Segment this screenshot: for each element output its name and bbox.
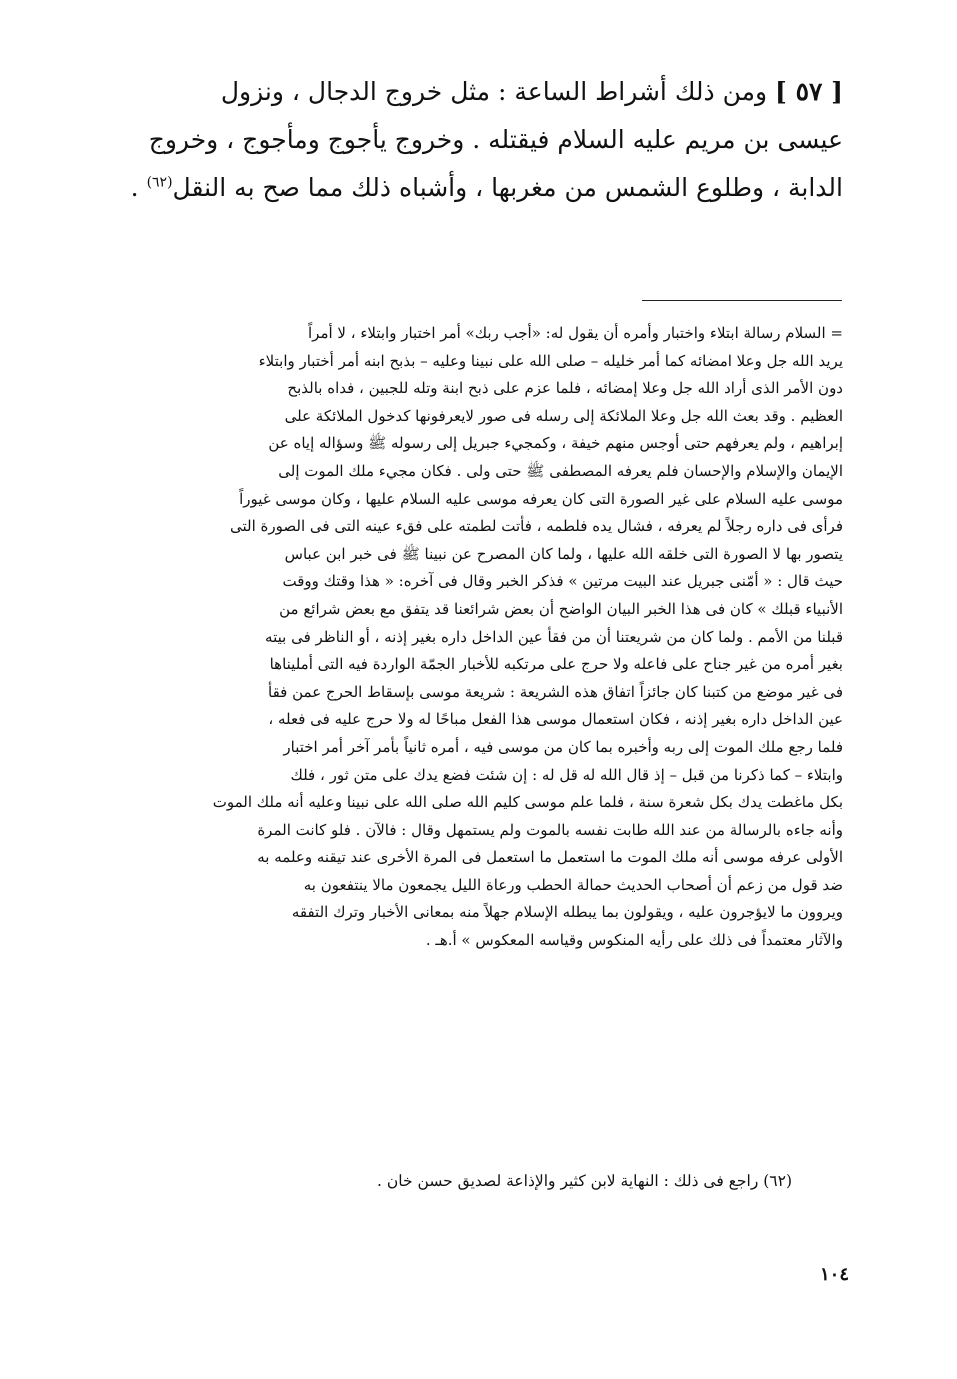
main-line-end: . [130, 173, 147, 202]
footnote-line: إبراهيم ، ولم يعرفهم حتى أوجس منهم خيفة ، وكمجيء جبريل إلى رسوله ﷺ وسؤاله إياه عن [268, 434, 843, 453]
main-line-text: الدابة ، وطلوع الشمس من مغربها ، وأشباه ذلك مما صح به النقل [172, 173, 843, 202]
footnote-divider [642, 300, 842, 301]
main-paragraph [118, 68, 843, 212]
footnote-line: فى غير موضع من كتبنا كان جائزاً اتفاق هذه الشريعة : شريعة موسى بإسقاط الحرج عمن فقأ [268, 682, 843, 701]
footnote-line: الإيمان والإسلام والإحسان فلم يعرفه المصطفى ﷺ حتى ولى . فكان مجيء ملك الموت إلى [278, 461, 843, 480]
footnote-line: قبلنا من الأمم . ولما كان من شريعتنا أن من فقأ عين الداخل داره بغير إذنه ، أو الناظر فى بيته [265, 627, 843, 646]
main-line [118, 68, 843, 116]
section-number: [ ٥٧ ] [775, 77, 843, 106]
footnote-line: وابتلاء – كما ذكرنا من قبل – إذ قال الله له قل له : إن شئت فضع يدك على متن ثور ، فلك [290, 765, 843, 784]
footnote-line: الأنبياء قبلك » كان فى هذا الخبر البيان الواضح أن بعض شرائعنا قد يتفق مع بعض شرائع من [279, 599, 843, 618]
main-line [118, 164, 843, 212]
footnote-line: فلما رجع ملك الموت إلى ربه وأخبره بما كان من موسى فيه ، أمره ثانياً بأمر آخر أمر اختبار [283, 737, 843, 756]
footnote-line: العظيم . وقد بعث الله جل وعلا الملائكة إلى رسله فى صور لايعرفونها كدخول الملائكة على [284, 406, 843, 425]
main-line: عيسى بن مريم عليه السلام فيقتله . وخروج يأجوج ومأجوج ، وخروج [148, 125, 843, 154]
footnote-marker: (٦٢) [146, 174, 173, 191]
footnote-line: ويروون ما لايؤجرون عليه ، ويقولون بما يبطله الإسلام جهلاً منه بمعانى الأخبار وترك التفقه [291, 903, 843, 922]
footnote-line: دون الأمر الذى أراد الله جل وعلا إمضائه ، فلما عزم على ذبح ابنة وتله للجبين ، فداه بالذبح [287, 379, 843, 398]
footnote-line: ضد قول من زعم أن أصحاب الحديث حمالة الحطب ورعاة الليل يجمعون مالا ينتفعون به [303, 875, 843, 894]
footnote-line: يريد الله جل وعلا امضائه كما أمر خليله – صلى الله على نبينا وعليه – بذبح ابنه أمر أختبار وابتلاء [258, 351, 843, 370]
footnote-line: بغير أمره من غير جناح على فاعله ولا حرج على مرتكبه للأخبار الجمّة الواردة فيه التى أمليناها [269, 655, 843, 674]
main-line-text: ومن ذلك أشراط الساعة : مثل خروج الدجال ، ونزول [220, 77, 768, 106]
footnote-line: الأولى عرفه موسى أنه ملك الموت ما استعمل ما استعمل فى المرة الأخرى عند تيقنه وعلمه به [257, 848, 843, 867]
footnote-block [118, 320, 843, 955]
footnote-line: موسى عليه السلام على غير الصورة التى كان يعرفه موسى عليه السلام عليها ، وكان موسى غيوراً [239, 489, 843, 508]
reference-note: (٦٢) راجع فى ذلك : النهاية لابن كثير والإذاعة لصديق حسن خان . [377, 1172, 792, 1190]
footnote-line: وأنه جاءه بالرسالة من عند الله طابت نفسه بالموت ولم يستمهل وقال : فالآن . فلو كانت المرة [257, 820, 843, 839]
footnote-line: حيث قال : « أمّنى جبريل عند البيت مرتين » فذكر الخبر وقال فى آخره: « هذا وقتك ووقت [282, 572, 843, 591]
footnote-line: = السلام رسالة ابتلاء واختبار وأمره أن يقول له: «أجب ربك» أمر اختبار وابتلاء ، لا أمراً [308, 324, 843, 342]
footnote-line: فرأى فى داره رجلاً لم يعرفه ، فشال يده فلطمه ، فأتت لطمته على فقء عينه التى فى الصورة التى [229, 517, 843, 536]
footnote-line: بكل ماغطت يدك بكل شعرة سنة ، فلما علم موسى كليم الله صلى الله على نبينا وعليه أنه ملك الموت [212, 793, 843, 812]
footnote-line: يتصور بها لا الصورة التى خلقه الله عليها ، ولما كان المصرح عن نبينا ﷺ فى خبر ابن عباس [284, 544, 843, 563]
footnote-line: والآثار معتمداً فى ذلك على رأيه المنكوس وقياسه المعكوس » أ.هـ . [425, 931, 843, 950]
page-number: ١٠٤ [819, 1264, 849, 1285]
footnote-line: عين الداخل داره بغير إذنه ، فكان استعمال موسى هذا الفعل مباحًا له ولا حرج عليه فى فعله ، [268, 710, 843, 729]
